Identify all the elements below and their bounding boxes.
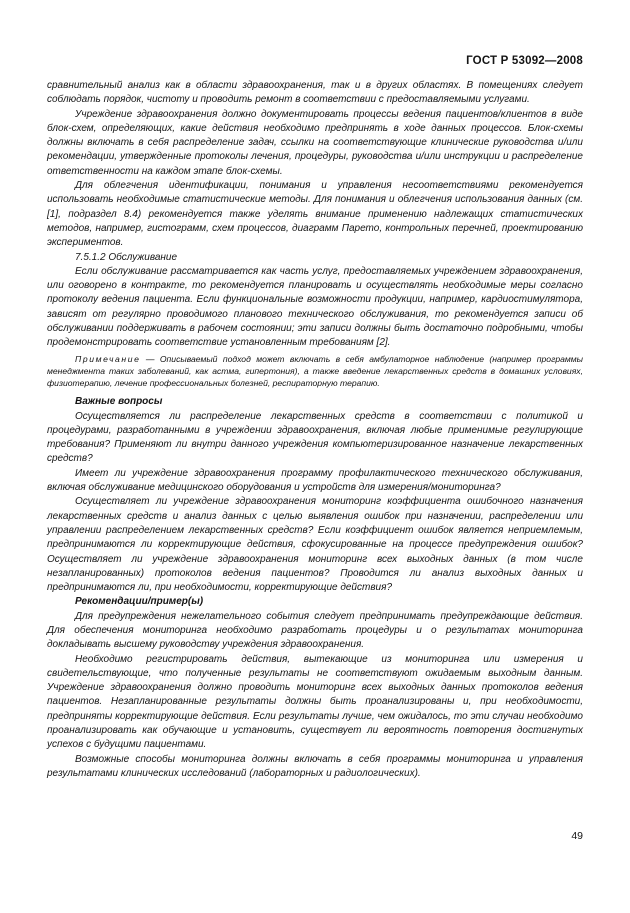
question-paragraph: Осуществляется ли распределение лекарственных средств в соответствии с политикой и процедурами, разработанными в учреждении здравоохранения, включая любые применимые регулирующие требования? Применяют ли внутри данного учреждения компьютеризированное назначение лекарственных средств? — [47, 410, 583, 465]
page-body — [47, 79, 583, 781]
section-heading-recommendations: Рекомендации/пример(ы) — [75, 596, 204, 608]
subsection-title: 7.5.1.2 Обслуживание — [75, 251, 178, 263]
page-number: 49 — [571, 830, 583, 842]
note-label: Примечание — [75, 353, 141, 364]
body-paragraph: сравнительный анализ как в области здравоохранения, так и в других областях. В помещениях следует соблюдать порядок, чистоту и проводить ремонт в соответствии с предоставляемыми услугами. — [47, 80, 583, 106]
note — [47, 353, 583, 390]
question-paragraph: Имеет ли учреждение здравоохранения программу профилактического технического обслуживания, включая обслуживание медицинского оборудования и устройств для измерения/мониторинга? — [47, 467, 583, 494]
question-paragraph: Осуществляет ли учреждение здравоохранения мониторинг коэффициента ошибочного назначения лекарственных средств и анализ данных с целью выявления ошибок при назначении, распределении или управлении распределением лекарственных средств? Если коэффициент ошибок является неприемлемым, предпринимаются ли корректирующие действия, сфокусированные на процессе предупреждения ошибок? Осуществляет ли учреждение здравоохранения мониторинг всех выходных данных (в том числе незапланированных) протоколов ведения пациентов? Проводится ли анализ выходных данных и предпринимаются ли, при необходимости, корректирующие действия? — [47, 496, 583, 594]
body-paragraph: Если обслуживание рассматривается как часть услуг, предоставляемых учреждением здравоохранения, или оговорено в контракте, то рекомендуется планировать и осуществлять необходимые меры согласно протоколу ведения пациента. Если функциональные возможности продукции, например, кардиостимулятора, зависят от регулярно проводимого планового технического обслуживания, то рекомендуется записи об обслуживании поддерживать в рабочем состоянии; эти записи должны быть достаточно подробными, чтобы продемонстрировать соответствие установленным требованиям [2]. — [47, 265, 583, 349]
note-text: — Описываемый подход может включать в себя амбулаторное наблюдение (например программы менеджмента таких заболеваний, как астма, гипертония), а также введение лекарственных средств в домашних условиях, физиотерапию, лечение профессиональных болезней, респираторную терапию. — [47, 353, 583, 389]
recommendation-paragraph: Для предупреждения нежелательного события следует предпринимать предупреждающие действия. Для обеспечения мониторинга необходимо разработать процедуры и о результатах мониторинга докладывать высшему руководству учреждения здравоохранения. — [47, 610, 583, 651]
recommendation-paragraph: Необходимо регистрировать действия, вытекающие из мониторинга или измерения и свидетельствующие, что полученные результаты не соответствуют ожидаемым выходным данным. Учреждение здравоохранения должно проводить мониторинг всех выходных данных протоколов ведения пациентов. Незапланированные результаты должны быть проанализированы и, при необходимости, предприняты корректирующие действия. Если результаты лучше, чем ожидалось, то эти случаи необходимо проанализировать как обучающие и установить, существует ли вероятность повторения достигнутых успехов с будущими пациентами. — [47, 653, 583, 751]
document-code-header: ГОСТ Р 53092—2008 — [466, 55, 583, 67]
body-paragraph: Учреждение здравоохранения должно документировать процессы ведения пациентов/клиентов в виде блок-схем, определяющих, какие действия необходимо предпринять в ходе данных процессов. Блок-схемы должны включать в себя распределение задач, ссылки на соответствующие клинические руководства и/или рекомендации, утвержденные протоколы лечения, процедуры, руководства и/или инструкции и распределение ответственности на каждом этапе блок-схемы. — [47, 108, 583, 177]
body-paragraph: Для облегчения идентификации, понимания и управления несоответствиями рекомендуется использовать необходимые статистические методы. Для понимания и облегчения использования данных (см. [1], подраздел 8.4) рекомендуется также уделять внимание применению надлежащих статистических методов, например, гистограмм, схем процессов, диаграмм Парето, контрольных перечней, проектированию экспериментов. — [47, 180, 583, 249]
section-heading-important-questions: Важные вопросы — [75, 396, 163, 408]
recommendation-paragraph: Возможные способы мониторинга должны включать в себя программы мониторинга и управления результатами клинических исследований (лабораторных и радиологических). — [47, 753, 583, 779]
